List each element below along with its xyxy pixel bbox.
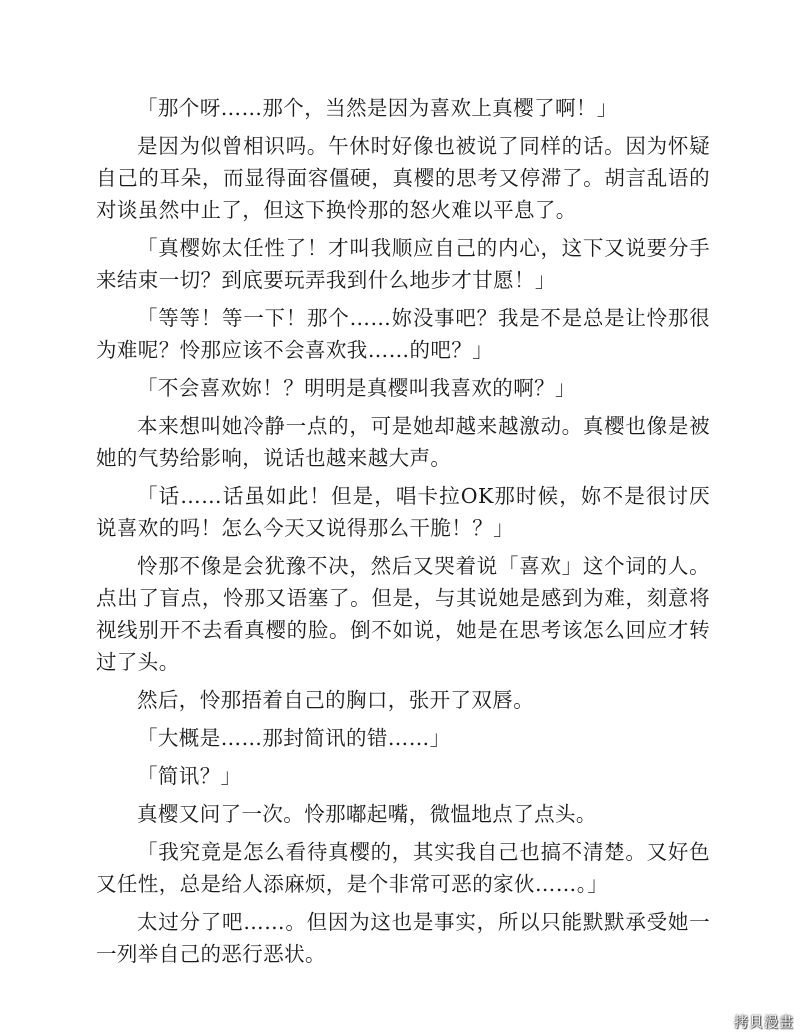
- paragraph: 「等等！等一下！那个……妳没事吧？我是不是总是让怜那很为难呢？怜那应该不会喜欢我……的吧？」: [96, 306, 710, 362]
- paragraph: 「大概是……那封简讯的错……」: [137, 726, 451, 750]
- paragraph: 是因为似曾相识吗。午休时好像也被说了同样的话。因为怀疑自己的耳朵，而显得面容僵硬，真樱的思考又停滞了。胡言乱语的对谈虽然中止了，但这下换怜那的怒火难以平息了。: [96, 134, 710, 222]
- paragraph: 太过分了吧……。但因为这也是事实，所以只能默默承受她一一列举自己的恶行恶状。: [96, 910, 710, 966]
- paragraph: 怜那不像是会犹豫不决，然后又哭着说「喜欢」这个词的人。点出了盲点，怜那又语塞了。但是，与其说她是感到为难，刻意将视线别开不去看真樱的脸。倒不如说，她是在思考该怎么回应才转过了头。: [96, 554, 710, 674]
- paragraph: 「真樱妳太任性了！才叫我顺应自己的内心，这下又说要分手来结束一切？到底要玩弄我到什么地步才甘愿！」: [96, 236, 710, 292]
- paragraph: 「话……话虽如此！但是，唱卡拉OK那时候，妳不是很讨厌说喜欢的吗！怎么今天又说得那么干脆！？」: [96, 484, 710, 540]
- paragraph: 真樱又问了一次。怜那嘟起嘴，微愠地点了点头。: [137, 802, 597, 826]
- paragraph: 「那个呀……那个，当然是因为喜欢上真樱了啊！」: [137, 96, 618, 120]
- paragraph: 本来想叫她冷静一点的，可是她却越来越激动。真樱也像是被她的气势给影响，说话也越来越大声。: [96, 414, 710, 470]
- novel-page-text: [96, 92, 710, 976]
- watermark-logo: 拷貝漫畫: [734, 1015, 794, 1031]
- paragraph: 「简讯？」: [137, 764, 242, 788]
- paragraph: 「我究竟是怎么看待真樱的，其实我自己也搞不清楚。又好色又任性，总是给人添麻烦，是个非常可恶的家伙……。」: [96, 840, 710, 896]
- paragraph: 「不会喜欢妳！？明明是真樱叫我喜欢的啊？」: [137, 376, 576, 400]
- paragraph: 然后，怜那捂着自己的胸口，张开了双唇。: [137, 688, 535, 712]
